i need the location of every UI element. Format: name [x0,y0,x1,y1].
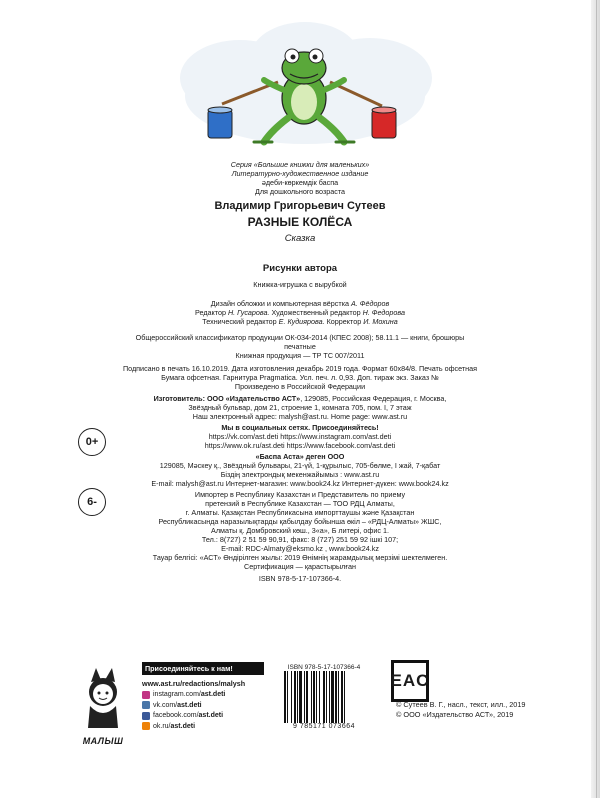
kz-importer2: претензий в Республике Казахстан — ТОО РДЦ Алматы, [205,499,395,508]
subtitle: Сказка [284,233,316,244]
ok-link[interactable]: ok.ru/ ast.deti [142,722,264,730]
barcode-number: 9 785171 073664 [293,723,355,730]
author: Владимир Григорьевич Сутеев [214,200,386,212]
kz-phone: Тел.: 8(727) 2 51 59 90,91, факс: 8 (727) 251 59 92 ішкі 107; [201,535,399,544]
printing-line3: Произведено в Российской Федерации [234,382,366,391]
isbn-line: ISBN 978-5-17-107366-4. [258,574,342,583]
kz-company: «Баспа Аста» деген ООО [255,452,345,461]
publisher-contacts: Наш электронный адрес: malysh@ast.ru. Home page: www.ast.ru [192,412,408,421]
printing-line2: Бумага офсетная. Гарнитура Pragmatica. Усл. печ. л. 0,93. Доп. тираж экз. Заказ № [161,373,439,382]
copyright-line1: © Сутеев В. Г., насл., текст, илл., 2019 [396,700,526,709]
credit-editors: Редактор Н. Гусарова. Художественный редактор Н. Федорова [195,308,405,317]
series-line: Серия «Большие книжки для маленьких» [230,160,370,169]
kz-brand: Тауар белгісі: «АСТ» Өндірілген жылы: 2019 Өнімнің жарамдылық мерзімі шектелмеген. [152,553,448,562]
kz-importer5: Алматы қ. Домбровский көш., 3«а», Б литері, офис 1. [211,526,389,535]
publisher-line: Изготовитель: ООО «Издательство АСТ», 129085, Российская Федерация, г. Москва, [153,394,447,403]
printing-line1: Подписано в печать 16.10.2019. Дата изготовления декабрь 2019 года. Формат 60x84/8. Печать офсетная [122,364,478,373]
illustrations-line: Рисунки автора [262,263,338,274]
logo-word: МАЛЫШ [82,736,124,746]
classifier-line3: Книжная продукция — ТР ТС 007/2011 [235,351,365,360]
book-title: РАЗНЫЕ КОЛЁСА [247,215,353,229]
age-rating-kz-badge: 6- [78,488,106,516]
footer-social [142,662,264,730]
format-line: Книжка-игрушка с вырубкой [253,280,347,289]
facebook-link[interactable]: facebook.com/ ast.deti [142,712,264,720]
kz-importer1: Импортер в Республику Казахстан и Представитель по приему [194,490,406,499]
barcode-block [282,664,366,730]
kz-email: Біздің электрондық мекенжайымыз : www.ast.ru [220,470,380,479]
genre-kz: әдеби-көркемдік баспа [261,178,339,187]
instagram-icon [142,691,150,699]
social-links-1[interactable]: https://vk.com/ast.deti https://www.instagram.com/ast.deti [208,432,392,441]
classifier-line1: Общероссийский классификатор продукции ОК-034-2014 (КПЕС 2008); 58.11.1 — книги, брошюры [135,333,465,342]
kz-cert: Сертификация — қарастырылған [244,562,356,571]
frog-illustration [160,18,450,148]
eac-mark: EAC [391,660,429,702]
kz-shop: E-mail: malysh@ast.ru Интернет-магазин: www.book24.kz Интернет-дүкен: www.book24.kz [151,479,449,488]
age-line: Для дошкольного возраста [254,187,346,196]
kz-address: 129085, Мәскеу қ., Звёздный бульвары, 21-үй, 1-құрылыс, 705-бөлме, I жай, 7-қабат [159,461,441,470]
instagram-link[interactable]: instagram.com/ ast.deti [142,691,264,699]
credit-design: Дизайн обложки и компьютерная вёрстка А. Фёдоров [210,299,390,308]
barcode-image [282,671,366,723]
vk-link[interactable]: vk.com/ ast.deti [142,701,264,709]
genre-ru: Литературно-художественное издание [231,169,369,178]
kz-importer4: Республикасында наразылықтарды қабылдау бойынша өкіл – «РДЦ-Алматы» ЖШС, [158,517,442,526]
kz-rdc-email: E-mail: RDC-Almaty@eksmo.kz , www.book24.kz [221,544,379,553]
barcode-isbn: ISBN 978-5-17-107366-4 [287,664,361,671]
malysh-link[interactable]: www.ast.ru/redactions/malysh [142,679,246,688]
social-links-2[interactable]: https://www.ok.ru/ast.deti https://www.facebook.com/ast.deti [204,441,396,450]
classifier-line2: печатные [284,342,316,351]
ok-icon [142,722,150,730]
vk-icon [142,701,150,709]
facebook-icon [142,712,150,720]
age-rating-badge: 0+ [78,428,106,456]
copyright-line2: © ООО «Издательство АСТ», 2019 [396,710,514,719]
publisher-address2: Звёздный бульвар, дом 21, строение 1, комната 705, пом. I, 7 этаж [188,403,412,412]
join-heading: Присоединяйтесь к нам! [142,662,264,675]
social-heading: Мы в социальных сетях. Присоединяйтесь! [221,423,379,432]
kz-importer3: г. Алматы. Қазақстан Республикасына импорттаушы және Қазақстан [185,508,415,517]
copyright-block [396,700,525,720]
credit-tech: Технический редактор Е. Кудиярова. Корректор И. Мохина [202,317,398,326]
